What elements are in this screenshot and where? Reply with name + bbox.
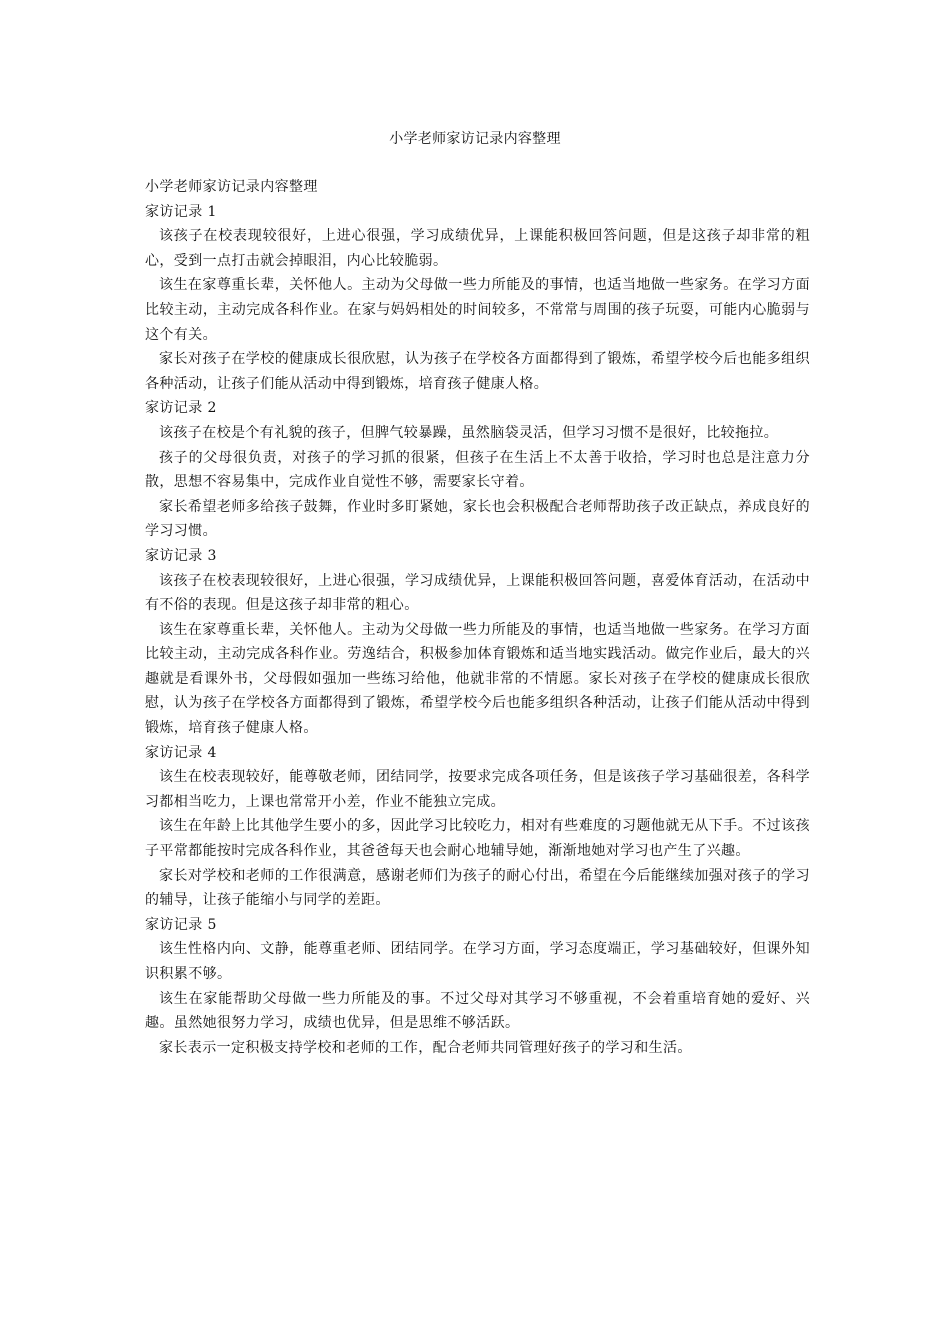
visit-record-5	[145, 913, 810, 1061]
visit-record-4	[145, 741, 810, 913]
record-paragraph: 该生在家尊重长辈，关怀他人。主动为父母做一些力所能及的事情，也适当地做一些家务。在学习方面比较主动，主动完成各科作业。劳逸结合，积极参加体育锻炼和适当地实践活动。做完作业后，最大的兴趣就是看课外书，父母假如强加一些练习给他，他就非常的不情愿。家长对孩子在学校的健康成长很欣慰，认为孩子在学校各方面都得到了锻炼，希望学校今后也能多组织各种活动，让孩子们能从活动中得到锻炼，培育孩子健康人格。	[145, 621, 810, 737]
document-body	[145, 175, 810, 1060]
record-paragraph: 该生性格内向、文静，能尊重老师、团结同学。在学习方面，学习态度端正，学习基础较好，但课外知识积累不够。	[145, 941, 810, 982]
record-paragraph: 该生在校表现较好，能尊敬老师，团结同学，按要求完成各项任务，但是该孩子学习基础很差，各科学习都相当吃力，上课也常常开小差，作业不能独立完成。	[145, 769, 810, 810]
visit-record-1	[145, 200, 810, 397]
record-paragraph: 该孩子在校表现较很好，上进心很强，学习成绩优异，上课能积极回答问题，喜爱体育活动，在活动中有不俗的表现。但是这孩子却非常的粗心。	[145, 572, 810, 614]
document-title: 小学老师家访记录内容整理	[389, 131, 561, 147]
record-paragraph: 该孩子在校是个有礼貌的孩子，但脾气较暴躁，虽然脑袋灵活，但学习习惯不是很好，比较拖拉。	[159, 424, 779, 441]
record-heading: 家访记录 5	[145, 916, 217, 933]
record-paragraph: 家长希望老师多给孩子鼓舞，作业时多盯紧她，家长也会积极配合老师帮助孩子改正缺点，养成良好的学习习惯。	[145, 498, 810, 540]
record-heading: 家访记录 4	[145, 744, 217, 761]
visit-record-2	[145, 396, 810, 544]
record-heading: 家访记录 1	[145, 203, 217, 220]
record-heading: 家访记录 3	[145, 547, 217, 564]
record-heading: 家访记录 2	[145, 400, 217, 417]
visit-record-3	[145, 544, 810, 741]
record-paragraph: 该孩子在校表现较很好，上进心很强，学习成绩优异，上课能积极回答问题，但是这孩子却非常的粗心，受到一点打击就会掉眼泪，内心比较脆弱。	[145, 228, 810, 269]
record-paragraph: 该生在年龄上比其他学生要小的多，因此学习比较吃力，相对有些难度的习题他就无从下手。不过该孩子平常都能按时完成各科作业，其爸爸每天也会耐心地辅导她，渐渐地她对学习也产生了兴趣。	[145, 818, 810, 860]
record-paragraph: 该生在家尊重长辈，关怀他人。主动为父母做一些力所能及的事情，也适当地做一些家务。在学习方面比较主动，主动完成各科作业。在家与妈妈相处的时间较多，不常常与周围的孩子玩耍，可能内心脆弱与这个有关。	[145, 277, 810, 343]
record-paragraph: 家长表示一定积极支持学校和老师的工作，配合老师共同管理好孩子的学习和生活。	[159, 1039, 692, 1056]
record-paragraph: 该生在家能帮助父母做一些力所能及的事。不过父母对其学习不够重视，不会着重培育她的爱好、兴趣。虽然她很努力学习，成绩也优异，但是思维不够活跃。	[145, 990, 810, 1032]
record-paragraph: 家长对孩子在学校的健康成长很欣慰，认为孩子在学校各方面都得到了锻炼，希望学校今后也能多组织各种活动，让孩子们能从活动中得到锻炼，培育孩子健康人格。	[145, 351, 810, 392]
document-subtitle: 小学老师家访记录内容整理	[145, 179, 318, 195]
record-paragraph: 孩子的父母很负责，对孩子的学习抓的很紧，但孩子在生活上不太善于收拾，学习时也总是注意力分散，思想不容易集中，完成作业自觉性不够，需要家长守着。	[145, 449, 810, 491]
record-paragraph: 家长对学校和老师的工作很满意，感谢老师们为孩子的耐心付出，希望在今后能继续加强对孩子的学习的辅导，让孩子能缩小与同学的差距。	[145, 867, 810, 909]
